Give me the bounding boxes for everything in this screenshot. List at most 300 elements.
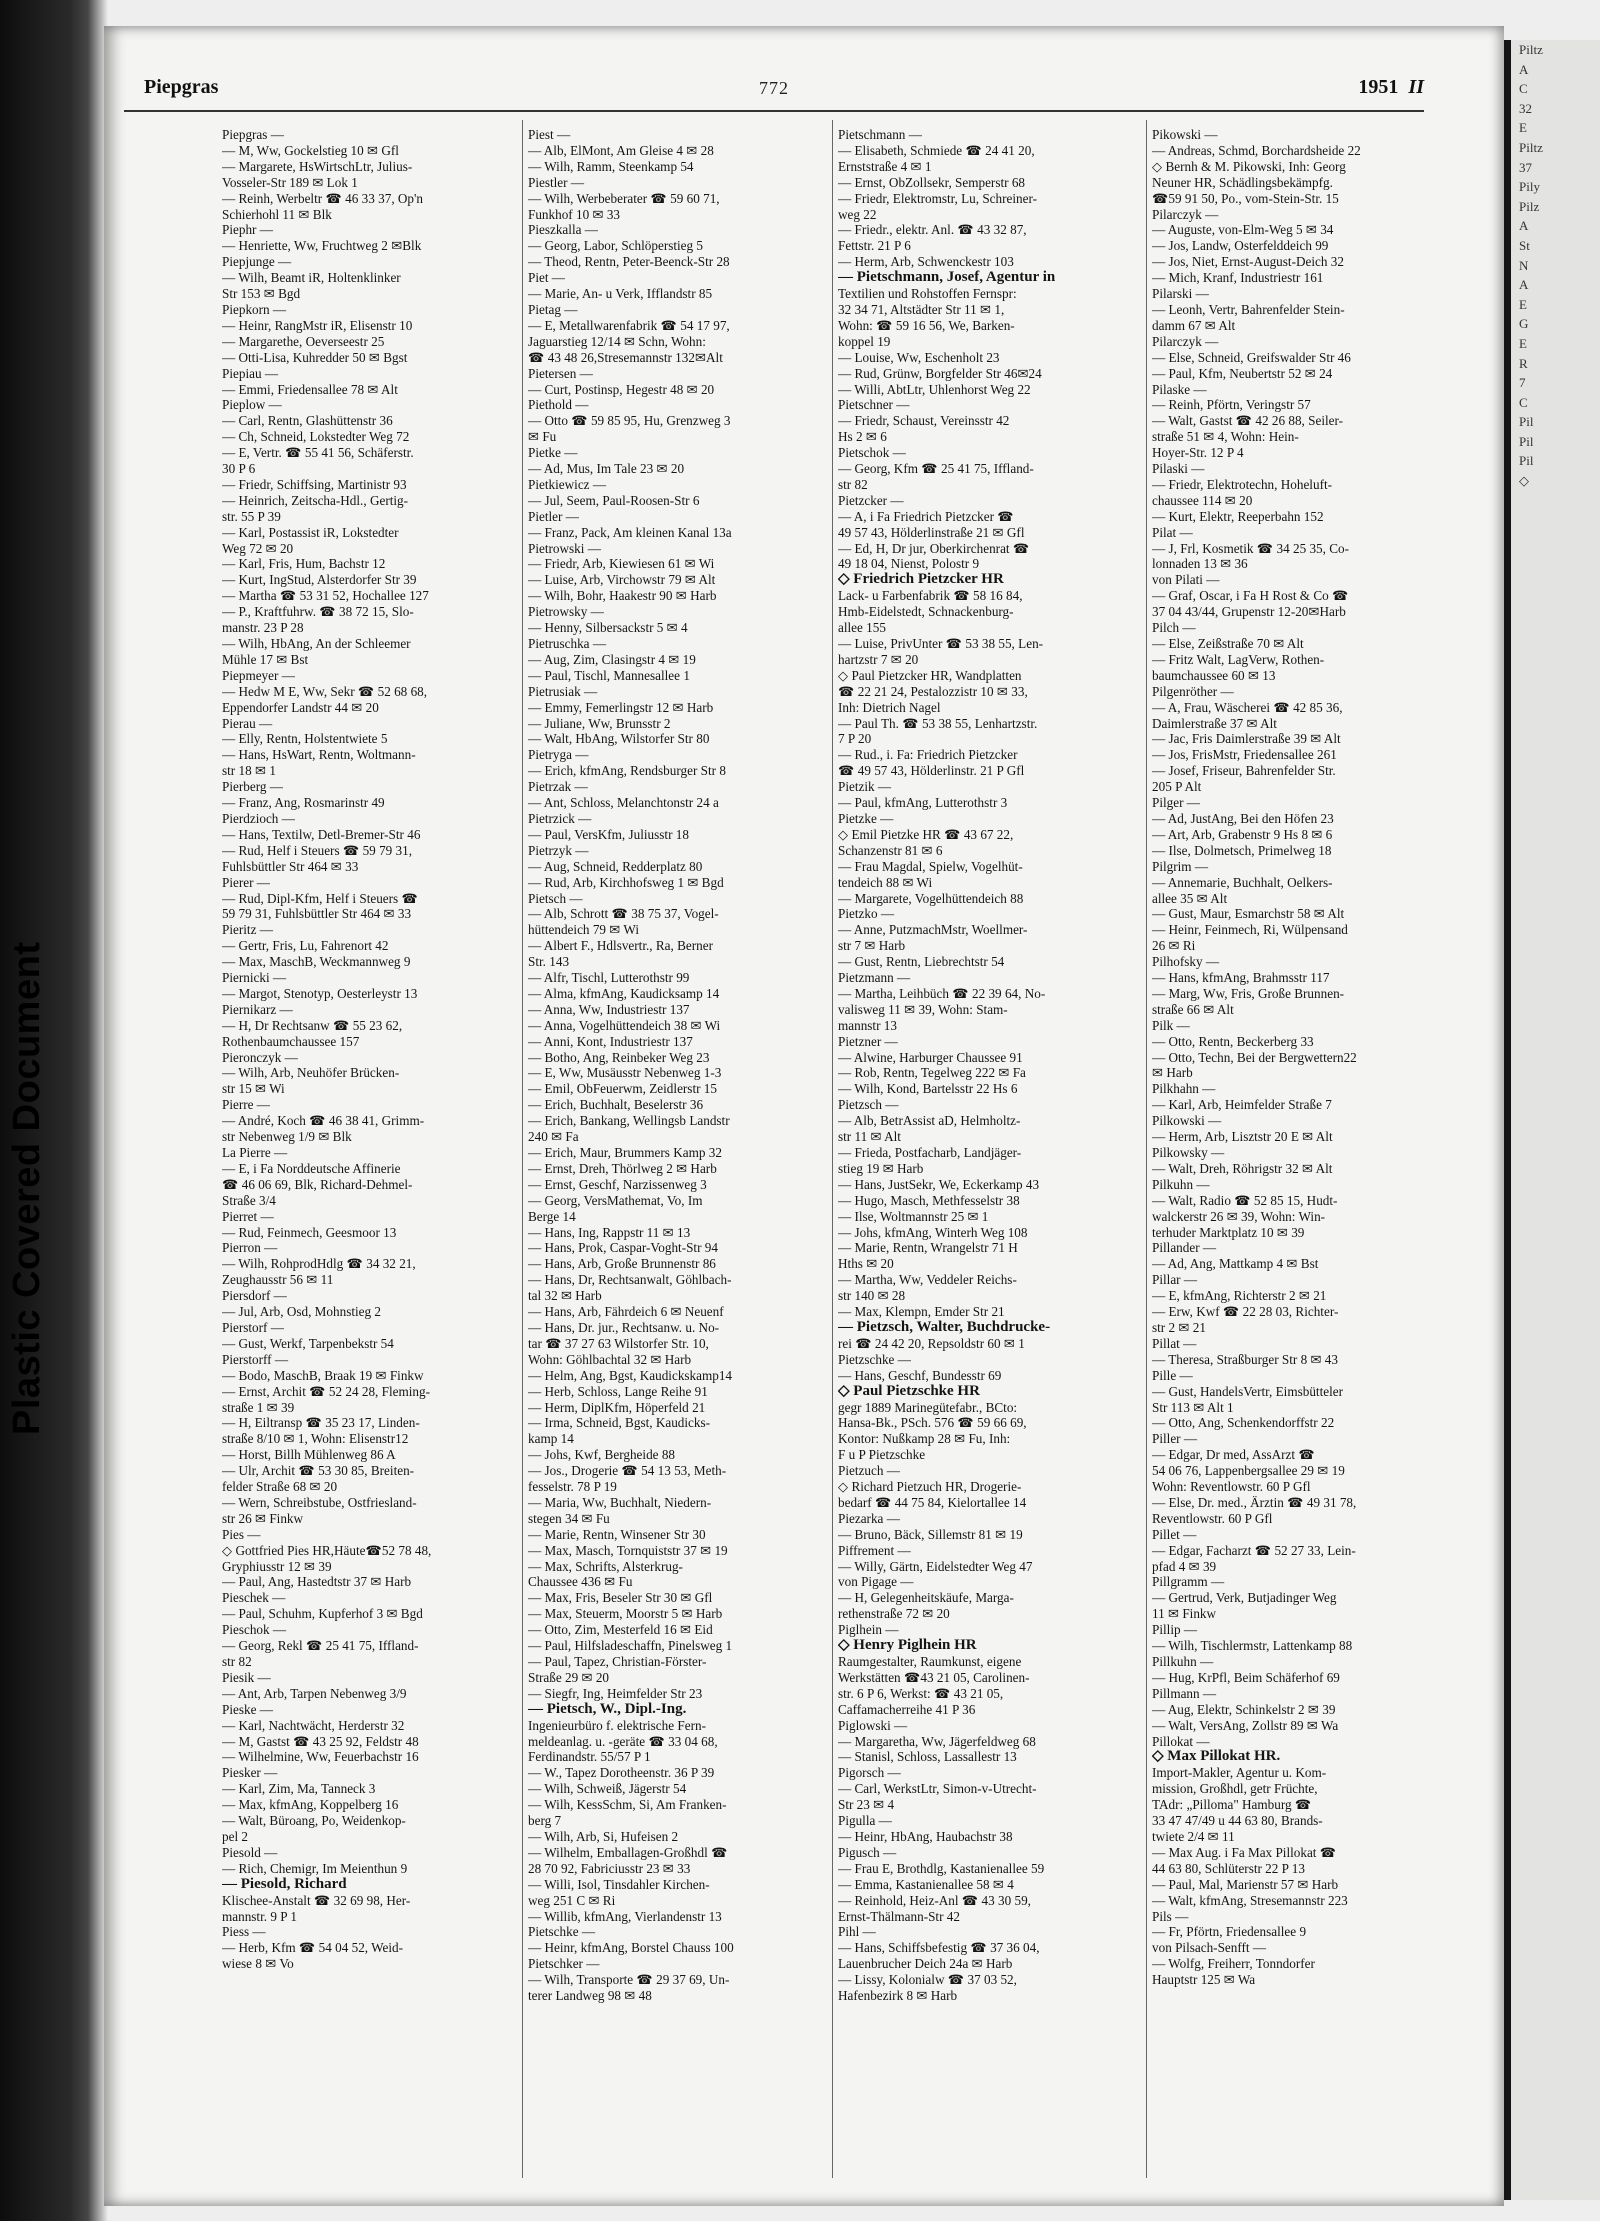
directory-entry: Piepkorn — [222, 301, 287, 317]
directory-entry: — Erich, kfmAng, Rendsburger Str 8 [528, 763, 726, 779]
next-page-fragment: 32 [1519, 100, 1532, 116]
directory-entry: Piess — [222, 1924, 266, 1940]
directory-entry: — Karl, Nachtwächt, Herderstr 32 [222, 1717, 405, 1733]
column-divider [522, 120, 523, 2178]
directory-entry: — Luise, PrivUnter ☎ 53 38 55, Len- [838, 636, 1044, 651]
directory-entry: rethenstraße 72 ✉ 20 [838, 1606, 950, 1622]
directory-entry: — Gust, Werkf, Tarpenbekstr 54 [222, 1335, 394, 1351]
directory-entry: — Irma, Schneid, Bgst, Kaudicks- [528, 1415, 711, 1431]
directory-entry: straße 66 ✉ Alt [1152, 1001, 1234, 1017]
directory-entry: damm 67 ✉ Alt [1152, 317, 1236, 333]
directory-entry: straße 1 ✉ 39 [222, 1399, 295, 1415]
directory-entry: 240 ✉ Fa [528, 1129, 579, 1145]
directory-entry: Pietzschke — [838, 1351, 911, 1367]
directory-entry: rei ☎ 24 42 20, Repsoldstr 60 ✉ 1 [838, 1335, 1025, 1351]
directory-entry: Pigulla — [838, 1813, 892, 1829]
directory-entry: baumchaussee 60 ✉ 13 [1152, 667, 1276, 683]
directory-entry: — Heinr, HbAng, Haubachstr 38 [838, 1828, 1013, 1844]
directory-entry: ◇ Paul Pietzcker HR, Wandplatten [838, 667, 1022, 683]
directory-entry: Piesker — [222, 1765, 278, 1781]
directory-entry: Pietzuch — [838, 1463, 900, 1479]
directory-entry: — Friedr, Schiffsing, Martinistr 93 [222, 476, 407, 492]
directory-entry: — Hug, KrPfl, Beim Schäferhof 69 [1152, 1669, 1340, 1685]
directory-entry: — Otto, Rentn, Beckerberg 33 [1152, 1033, 1314, 1049]
directory-entry: — Hans, Geschf, Bundesstr 69 [838, 1367, 1002, 1383]
directory-entry: ◇ Friedrich Pietzcker HR [838, 571, 1004, 588]
directory-entry: hartzstr 7 ✉ 20 [838, 651, 919, 667]
directory-entry: Lauenbrucher Deich 24a ✉ Harb [838, 1956, 1013, 1972]
directory-entry: — Otto ☎ 59 85 95, Hu, Grenzweg 3 [528, 413, 731, 429]
directory-entry: — Georg, Rekl ☎ 25 41 75, Iffland- [222, 1638, 419, 1654]
directory-entry: Pilaske — [1152, 381, 1207, 397]
directory-entry: Pietzik — [838, 779, 892, 795]
directory-column-4 [1152, 127, 1448, 2177]
directory-entry: str. 6 P 6, Werkst: ☎ 43 21 05, [838, 1685, 1004, 1701]
directory-entry: Hauptstr 125 ✉ Wa [1152, 1972, 1256, 1988]
page-header [124, 76, 1424, 112]
directory-entry: — Luise, Arb, Virchowstr 79 ✉ Alt [528, 572, 716, 588]
directory-entry: Chaussee 436 ✉ Fu [528, 1574, 633, 1590]
directory-entry: — Franz, Ang, Rosmarinstr 49 [222, 795, 385, 811]
directory-entry: — Maria, Ww, Buchhalt, Niedern- [528, 1494, 712, 1510]
directory-entry: Hafenbezirk 8 ✉ Harb [838, 1988, 958, 2004]
directory-entry: — Paul, Schuhm, Kupferhof 3 ✉ Bgd [222, 1606, 423, 1622]
running-head-name: Piepgras [144, 76, 219, 98]
directory-entry: Wohn: Göhlbachtal 32 ✉ Harb [528, 1351, 692, 1367]
directory-entry: von Pilsach-Senfft — [1152, 1940, 1267, 1956]
directory-entry: — Friedr., elektr. Anl. ☎ 43 32 87, [838, 222, 1027, 238]
directory-entry: — P., Kraftfuhrw. ☎ 38 72 15, Slo- [222, 604, 414, 620]
directory-entry: — Emma, Kastanienallee 58 ✉ 4 [838, 1876, 1014, 1892]
directory-entry: mission, Großhdl, getr Früchte, [1152, 1781, 1318, 1797]
directory-entry: — Reinh, Werbeltr ☎ 46 33 37, Op'n [222, 190, 423, 206]
directory-entry: 30 P 6 [222, 461, 256, 477]
directory-entry: — Rich, Chemigr, Im Meienthun 9 [222, 1860, 408, 1876]
next-page-fragment: Pil [1519, 453, 1534, 469]
directory-entry: von Pilati — [1152, 572, 1220, 588]
directory-entry: Schierhohl 11 ✉ Blk [222, 206, 332, 222]
next-page-fragment: Pily [1519, 179, 1540, 195]
directory-entry: Pigusch — [838, 1844, 897, 1860]
directory-entry: — Ernst, Archit ☎ 52 24 28, Fleming- [222, 1383, 430, 1399]
directory-entry: 37 04 43/44, Grupenstr 12-20✉Harb [1152, 604, 1346, 620]
directory-column-2 [528, 127, 828, 2177]
directory-entry: — Frau E, Brothdlg, Kastanienallee 59 [838, 1860, 1045, 1876]
directory-entry: 11 ✉ Finkw [1152, 1606, 1217, 1622]
directory-entry: — Carl, WerkstLtr, Simon-v-Utrecht- [838, 1781, 1037, 1797]
directory-entry: Pilkowsky — [1152, 1145, 1225, 1160]
directory-entry: — Max, Schrifts, Alsterkrug- [528, 1558, 683, 1574]
directory-entry: Pietzsch — [838, 1097, 899, 1113]
directory-entry: Piest — [528, 127, 571, 142]
directory-entry: — Pietsch, W., Dipl.-Ing. [528, 1700, 687, 1717]
directory-entry: Piepgras — [222, 127, 284, 142]
directory-entry: — Else, Zeißstraße 70 ✉ Alt [1152, 636, 1304, 651]
directory-entry: tal 32 ✉ Harb [528, 1288, 602, 1304]
directory-entry: — Wilh, Schweiß, Jägerstr 54 [528, 1781, 687, 1797]
directory-entry: von Pigage — [838, 1574, 914, 1590]
directory-entry: Hoyer-Str. 12 P 4 [1152, 445, 1244, 461]
directory-entry: — Heinr, Feinmech, Ri, Wülpensand [1152, 922, 1348, 938]
directory-entry: str 15 ✉ Wi [222, 1081, 285, 1097]
directory-entry: Inh: Dietrich Nagel [838, 699, 941, 715]
directory-entry: Pietzko — [838, 906, 895, 922]
directory-entry: — Else, Dr. med., Ärztin ☎ 49 31 78, [1152, 1494, 1357, 1510]
directory-entry: kamp 14 [528, 1431, 574, 1447]
directory-entry: Pierron — [222, 1240, 278, 1256]
directory-entry: Pietruschka — [528, 636, 607, 651]
directory-entry: Pilk — [1152, 1017, 1190, 1033]
directory-entry: Pierstorf — [222, 1319, 284, 1335]
directory-entry: Pierre — [222, 1097, 270, 1113]
directory-entry: — Wilhelmine, Ww, Feuerbachstr 16 [222, 1749, 419, 1765]
directory-entry: Piepmeyer — [222, 667, 295, 683]
directory-entry: — Horst, Billh Mühlenweg 86 A [222, 1447, 396, 1463]
directory-entry: — Graf, Oscar, i Fa H Rost & Co ☎ [1152, 588, 1349, 604]
directory-entry: Pilgrim — [1152, 858, 1209, 874]
directory-entry: — J, Frl, Kosmetik ☎ 34 25 35, Co- [1152, 540, 1350, 556]
directory-entry: Pilkhahn — [1152, 1081, 1216, 1097]
directory-entry: ◇ Gottfried Pies HR,Häute☎52 78 48, [222, 1542, 432, 1558]
directory-entry: — E, Ww, Musäusstr Nebenweg 1-3 [528, 1065, 722, 1081]
directory-entry: Pils — [1152, 1908, 1189, 1924]
directory-entry: — Else, Schneid, Greifswalder Str 46 [1152, 349, 1351, 365]
directory-entry: Piepjunge — [222, 254, 292, 270]
directory-entry: — Curt, Postinsp, Hegestr 48 ✉ 20 [528, 381, 715, 397]
directory-entry: weg 251 C ✉ Ri [528, 1892, 616, 1908]
directory-entry: mannstr 13 [838, 1017, 897, 1033]
directory-entry: — Emmi, Friedensallee 78 ✉ Alt [222, 381, 398, 397]
directory-entry: — Karl, Fris, Hum, Bachstr 12 [222, 556, 386, 572]
directory-entry: — Fr, Pförtn, Friedensallee 9 [1152, 1924, 1307, 1940]
directory-entry: — Anne, PutzmachMstr, Woellmer- [838, 922, 1028, 938]
directory-entry: Pillkuhn — [1152, 1654, 1214, 1669]
directory-entry: Pietschker — [528, 1956, 600, 1972]
directory-entry: manstr. 23 P 28 [222, 620, 304, 636]
directory-entry: — Walt, Radio ☎ 52 85 15, Hudt- [1152, 1192, 1338, 1208]
directory-entry: Pietkiewicz — [528, 476, 607, 492]
directory-entry: — Hans, Textilw, Detl-Bremer-Str 46 [222, 826, 421, 842]
directory-entry: ☎59 91 50, Po., vom-Stein-Str. 15 [1152, 190, 1339, 206]
directory-entry: — Rud, Dipl-Kfm, Helf i Steuers ☎ [222, 890, 418, 906]
directory-entry: — Hans, Arb, Große Brunnenstr 86 [528, 1256, 716, 1272]
directory-entry: Weg 72 ✉ 20 [222, 540, 294, 556]
directory-entry: chaussee 114 ✉ 20 [1152, 492, 1253, 508]
directory-entry: Str. 143 [528, 954, 570, 970]
next-page-fragment: 37 [1519, 159, 1532, 175]
directory-entry: Pieplow — [222, 397, 282, 413]
directory-entry: Pietler — [528, 508, 579, 524]
next-page-fragment: E [1519, 120, 1527, 136]
directory-entry: Pieschok — [222, 1622, 287, 1638]
directory-entry: — Alb, Schrott ☎ 38 75 37, Vogel- [528, 906, 719, 922]
directory-entry: Rothenbaumchaussee 157 [222, 1033, 360, 1049]
directory-entry: — Willib, kfmAng, Vierlandenstr 13 [528, 1908, 722, 1924]
directory-entry: — Reinhold, Heiz-Anl ☎ 43 30 59, [838, 1892, 1031, 1908]
directory-entry: hüttendeich 79 ✉ Wi [528, 922, 639, 938]
directory-entry: — Franz, Pack, Am kleinen Kanal 13a [528, 524, 732, 540]
directory-entry: Pietschmann — [838, 127, 922, 142]
directory-entry: Pilaski — [1152, 461, 1205, 477]
directory-entry: — Willi, AbtLtr, Uhlenhorst Weg 22 [838, 381, 1031, 397]
directory-entry: Pietrusiak — [528, 683, 598, 699]
directory-entry: — Hugo, Masch, Methfesselstr 38 [838, 1192, 1020, 1208]
directory-entry: — Art, Arb, Grabenstr 9 Hs 8 ✉ 6 [1152, 826, 1333, 842]
directory-entry: — Rud, Grünw, Borgfelder Str 46✉24 [838, 365, 1042, 381]
directory-entry: Reventlowstr. 60 P Gfl [1152, 1510, 1273, 1526]
directory-entry: Pieronczyk — [222, 1049, 298, 1065]
directory-entry: — Theod, Rentn, Peter-Beenck-Str 28 [528, 254, 730, 270]
directory-entry: — Wilh, HbAng, An der Schleemer [222, 636, 411, 651]
directory-entry: — Johs, kfmAng, Winterh Weg 108 [838, 1224, 1028, 1240]
next-page-edge [1504, 40, 1600, 2200]
directory-entry: Piglhein — [838, 1622, 899, 1638]
directory-entry: Pietsch — [528, 890, 583, 906]
directory-entry: — Jos, Niet, Ernst-August-Deich 32 [1152, 254, 1344, 270]
directory-entry: — Hans, kfmAng, Brahmsstr 117 [1152, 970, 1330, 986]
directory-entry: pel 2 [222, 1828, 249, 1844]
directory-entry: — E, Metallwarenfabrik ☎ 54 17 97, [528, 317, 730, 333]
directory-entry: — Leonh, Vertr, Bahrenfelder Stein- [1152, 301, 1345, 317]
directory-entry: — E, kfmAng, Richterstr 2 ✉ 21 [1152, 1288, 1327, 1304]
next-page-fragment: St [1519, 237, 1530, 253]
directory-entry: Pietschner — [838, 397, 910, 413]
directory-entry: — Georg, Kfm ☎ 25 41 75, Iffland- [838, 461, 1034, 477]
directory-entry: 44 63 80, Schlüterstr 22 P 13 [1152, 1860, 1305, 1876]
directory-entry: — Gust, Maur, Esmarchstr 58 ✉ Alt [1152, 906, 1345, 922]
directory-entry: 205 P Alt [1152, 779, 1202, 795]
next-page-fragment: C [1519, 394, 1528, 410]
directory-entry: — Paul, Tischl, Mannesallee 1 [528, 667, 690, 683]
directory-entry: — Wilh, Werbeberater ☎ 59 60 71, [528, 190, 720, 206]
directory-entry: Pillar — [1152, 1272, 1198, 1288]
directory-entry: — Karl, Arb, Heimfelder Straße 7 [1152, 1097, 1332, 1113]
directory-entry: Caffamacherreihe 41 P 36 [838, 1701, 976, 1717]
directory-entry: valisweg 11 ✉ 39, Wohn: Stam- [838, 1001, 1008, 1017]
next-page-fragment: Pil [1519, 414, 1534, 430]
directory-entry: straße 8/10 ✉ 1, Wohn: Elisenstr12 [222, 1431, 409, 1447]
directory-entry: walckerstr 26 ✉ 39, Wohn: Win- [1152, 1208, 1326, 1224]
directory-entry: — Aug, Elektr, Schinkelstr 2 ✉ 39 [1152, 1701, 1336, 1717]
directory-entry: Hths ✉ 20 [838, 1256, 894, 1272]
directory-entry: Textilien und Rohstoffen Fernspr: [838, 286, 1017, 302]
directory-entry: str. 55 P 39 [222, 508, 281, 524]
directory-entry: — Heinrich, Zeitscha-Hdl., Gertig- [222, 492, 409, 508]
directory-entry: — Gust, Rentn, Liebrechtstr 54 [838, 954, 1005, 970]
directory-entry: Pilhofsky — [1152, 954, 1220, 970]
directory-entry: Pilgenröther — [1152, 683, 1234, 699]
directory-entry: Pieszkalla — [528, 222, 598, 238]
directory-entry: — Max, Masch, Tornquiststr 37 ✉ 19 [528, 1542, 728, 1558]
directory-entry: Pietrowsky — [528, 604, 604, 620]
page-number: 772 [759, 78, 789, 98]
column-divider [1146, 120, 1147, 2178]
directory-entry: — Friedr, Elektrotechn, Hoheluft- [1152, 476, 1333, 492]
directory-entry: Pilarczyk — [1152, 333, 1219, 349]
directory-entry: Pilat — [1152, 524, 1193, 540]
directory-entry: ☎ 49 57 43, Hölderlinstr. 21 P Gfl [838, 763, 1025, 779]
directory-entry: Raumgestalter, Raumkunst, eigene [838, 1654, 1022, 1669]
directory-entry: ◇ Paul Pietzschke HR [838, 1382, 980, 1399]
directory-entry: Piesold — [222, 1844, 278, 1860]
directory-entry: ☎ 43 48 26,Stresemannstr 132✉Alt [528, 349, 723, 365]
directory-entry: — Paul, kfmAng, Lutterothstr 3 [838, 795, 1008, 811]
directory-entry: — Ernst, Geschf, Narzissenweg 3 [528, 1176, 707, 1192]
directory-entry: — Max, Steuerm, Moorstr 5 ✉ Harb [528, 1606, 723, 1622]
directory-entry: — E, i Fa Norddeutsche Affinerie [222, 1160, 401, 1176]
directory-entry: Funkhof 10 ✉ 33 [528, 206, 621, 222]
directory-entry: terer Landweg 98 ✉ 48 [528, 1988, 652, 2004]
directory-entry: — Otti-Lisa, Kuhredder 50 ✉ Bgst [222, 349, 408, 365]
directory-entry: — Henny, Silbersackstr 5 ✉ 4 [528, 620, 688, 636]
directory-entry: — Walt, Dreh, Röhrigstr 32 ✉ Alt [1152, 1160, 1333, 1176]
directory-entry: — Karl, Zim, Ma, Tanneck 3 [222, 1781, 376, 1797]
next-page-fragment: ◇ [1519, 473, 1529, 489]
directory-entry: Piet — [528, 270, 565, 286]
directory-entry: allee 155 [838, 620, 886, 636]
directory-entry: — Gust, HandelsVertr, Eimsbütteler [1152, 1383, 1344, 1399]
directory-entry: — Emmy, Femerlingstr 12 ✉ Harb [528, 699, 714, 715]
directory-entry: — E, Vertr. ☎ 55 41 56, Schäferstr. [222, 445, 414, 461]
directory-entry: berg 7 [528, 1813, 562, 1829]
directory-entry: — Stanisl, Schloss, Lassallestr 13 [838, 1749, 1017, 1765]
directory-entry: — Kurt, Elektr, Reeperbahn 152 [1152, 508, 1324, 524]
directory-entry: — Pietzsch, Walter, Buchdrucke- [838, 1318, 1051, 1335]
directory-entry: — Alfr, Tischl, Lutterothstr 99 [528, 970, 690, 986]
directory-entry: — Andreas, Schmd, Borchardsheide 22 [1152, 142, 1361, 158]
directory-entry: Fuhlsbüttler Str 464 ✉ 33 [222, 858, 359, 874]
directory-entry: str 82 [838, 476, 868, 492]
directory-entry: — A, Frau, Wäscherei ☎ 42 85 36, [1152, 699, 1343, 715]
directory-entry: Schanzenstr 81 ✉ 6 [838, 842, 943, 858]
directory-entry: — Otto, Ang, Schenkendorffstr 22 [1152, 1415, 1335, 1431]
next-page-fragment: N [1519, 257, 1529, 273]
directory-entry: Pietschke — [528, 1924, 596, 1940]
directory-entry: Pillip — [1152, 1622, 1198, 1638]
directory-entry: twiete 2/4 ✉ 11 [1152, 1828, 1235, 1844]
directory-entry: — Hans, Schiffsbefestig ☎ 37 36 04, [838, 1940, 1040, 1956]
directory-entry: Lack- u Farbenfabrik ☎ 58 16 84, [838, 588, 1023, 604]
directory-entry: — Paul, Mal, Marienstr 57 ✉ Harb [1152, 1876, 1339, 1892]
directory-entry: — Alb, BetrAssist aD, Helmholtz- [838, 1113, 1021, 1129]
directory-entry: koppel 19 [838, 333, 891, 349]
directory-entry: — Bodo, MaschB, Braak 19 ✉ Finkw [222, 1367, 424, 1383]
directory-entry: — Margot, Stenotyp, Oesterleystr 13 [222, 985, 418, 1001]
directory-entry: — Marg, Ww, Fris, Große Brunnen- [1152, 985, 1345, 1001]
directory-entry: ◇ Max Pillokat HR. [1152, 1748, 1281, 1765]
directory-entry: — Jos., Drogerie ☎ 54 13 53, Meth- [528, 1463, 727, 1479]
directory-entry: — Jul, Seem, Paul-Roosen-Str 6 [528, 492, 700, 508]
directory-entry: — Paul, Hilfsladeschaffn, Pinelsweg 1 [528, 1638, 733, 1654]
next-page-fragment: E [1519, 335, 1527, 351]
directory-entry: — Paul, Ang, Hastedtstr 37 ✉ Harb [222, 1574, 412, 1590]
directory-entry: — Wilh, Ramm, Steenkamp 54 [528, 158, 694, 174]
directory-entry: — Elisabeth, Schmiede ☎ 24 41 20, [838, 142, 1035, 158]
directory-entry: stegen 34 ✉ Fu [528, 1510, 610, 1526]
directory-entry: — Rud., i. Fa: Friedrich Pietzcker [838, 747, 1018, 763]
directory-entry: — Karl, Postassist iR, Lokstedter [222, 524, 399, 540]
directory-entry: — Hedw M E, Ww, Sekr ☎ 52 68 68, [222, 683, 428, 699]
directory-entry: — Wilhelm, Emballagen-Großhdl ☎ [528, 1844, 728, 1860]
directory-entry: — Walt, Gastst ☎ 42 26 88, Seiler- [1152, 413, 1344, 429]
directory-entry: ◇ Bernh & M. Pikowski, Inh: Georg [1152, 158, 1346, 174]
directory-entry: Pietrzak — [528, 779, 588, 795]
directory-entry: Ferdinandstr. 55/57 P 1 [528, 1749, 651, 1765]
next-page-fragment: Pilz [1519, 198, 1540, 214]
directory-entry: — Margarethe, Oeverseestr 25 [222, 333, 385, 349]
directory-entry: 32 34 71, Altstädter Str 11 ✉ 1, [838, 301, 1005, 317]
directory-column-3 [838, 127, 1138, 2177]
directory-entry: Zeughausstr 56 ✉ 11 [222, 1272, 334, 1288]
directory-entry: — Piesold, Richard [222, 1875, 347, 1892]
directory-entry: Piersdorf — [222, 1288, 287, 1304]
year: 1951 [1358, 76, 1399, 98]
directory-entry: — Aug, Zim, Clasingstr 4 ✉ 19 [528, 651, 696, 667]
directory-entry: — Ernst, ObZollsekr, Semperstr 68 [838, 174, 1026, 190]
directory-entry: straße 51 ✉ 4, Wohn: Hein- [1152, 429, 1299, 445]
directory-entry: — Alma, kfmAng, Kaudicksamp 14 [528, 985, 720, 1001]
directory-entry: — Marie, An- u Verk, Ifflandstr 85 [528, 286, 713, 302]
directory-entry: Pihl — [838, 1924, 876, 1940]
directory-entry: mannstr. 9 P 1 [222, 1908, 297, 1924]
directory-entry: str 82 [222, 1654, 252, 1669]
directory-entry: gegr 1889 Marinegütefabr., BCto: [838, 1399, 1018, 1415]
directory-entry: Kontor: Nußkamp 28 ✉ Fu, Inh: [838, 1431, 1011, 1447]
directory-entry: — Herb, Schloss, Lange Reihe 91 [528, 1383, 708, 1399]
directory-entry: — Annemarie, Buchhalt, Oelkers- [1152, 874, 1333, 890]
directory-entry: Pieske — [222, 1701, 273, 1717]
directory-column-1 [222, 127, 522, 2177]
directory-entry: wiese 8 ✉ Vo [222, 1956, 294, 1972]
directory-entry: — Wilh, Arb, Neuhöfer Brücken- [222, 1065, 400, 1081]
directory-entry: Ingenieurbüro f. elektrische Fern- [528, 1717, 706, 1733]
directory-entry: Straße 29 ✉ 20 [528, 1669, 610, 1685]
directory-entry: — Ant, Arb, Tarpen Nebenweg 3/9 [222, 1685, 407, 1701]
directory-entry: — Jac, Fris Daimlerstraße 39 ✉ Alt [1152, 731, 1341, 747]
directory-entry: — Paul, Kfm, Neubertstr 52 ✉ 24 [1152, 365, 1333, 381]
directory-entry: — Otto, Zim, Mesterfeld 16 ✉ Eid [528, 1622, 713, 1638]
directory-entry: — Reinh, Pförtn, Veringstr 57 [1152, 397, 1311, 413]
directory-entry: — Erich, Maur, Brummers Kamp 32 [528, 1145, 722, 1160]
directory-entry: — Hans, Arb, Fährdeich 6 ✉ Neuenf [528, 1304, 724, 1320]
directory-entry: Eppendorfer Landstr 44 ✉ 20 [222, 699, 379, 715]
directory-entry: Wohn: Reventlowstr. 60 P Gfl [1152, 1479, 1311, 1495]
directory-entry: — Herb, Kfm ☎ 54 04 52, Weid- [222, 1940, 404, 1956]
directory-entry: — Siegfr, Ing, Heimfelder Str 23 [528, 1685, 703, 1701]
directory-entry: — Juliane, Ww, Brunsstr 2 [528, 715, 671, 731]
directory-entry: Pieritz — [222, 922, 273, 938]
directory-entry: Pietag — [528, 301, 578, 317]
directory-entry: Pierer — [222, 874, 270, 890]
directory-entry: — Emil, ObFeuerwm, Zeidlerstr 15 [528, 1081, 717, 1097]
directory-entry: Pietrzyk — [528, 842, 589, 858]
directory-entry: — Anni, Kont, Industriestr 137 [528, 1033, 693, 1049]
directory-entry: Pietke — [528, 445, 578, 461]
directory-entry: — Rud, Helf i Steuers ☎ 59 79 31, [222, 842, 413, 858]
directory-entry: ◇ Henry Piglhein HR [838, 1637, 977, 1654]
directory-entry: — Elly, Rentn, Holstentwiete 5 [222, 731, 388, 747]
next-page-fragment: G [1519, 316, 1529, 332]
directory-entry: — Ad, Mus, Im Tale 23 ✉ 20 [528, 461, 685, 477]
directory-entry: Ernststraße 4 ✉ 1 [838, 158, 932, 174]
directory-entry: Pietzcker — [838, 492, 904, 508]
directory-entry: Jaguarstieg 12/14 ✉ Schn, Wohn: [528, 333, 706, 349]
directory-entry: — Rud, Arb, Kirchhofsweg 1 ✉ Bgd [528, 874, 724, 890]
directory-entry: Pieschek — [222, 1590, 286, 1606]
directory-entry: — Margarete, Vogelhüttendeich 88 [838, 890, 1024, 906]
directory-entry: — Ch, Schneid, Lokstedter Weg 72 [222, 429, 410, 445]
directory-entry: La Pierre — [222, 1145, 288, 1160]
